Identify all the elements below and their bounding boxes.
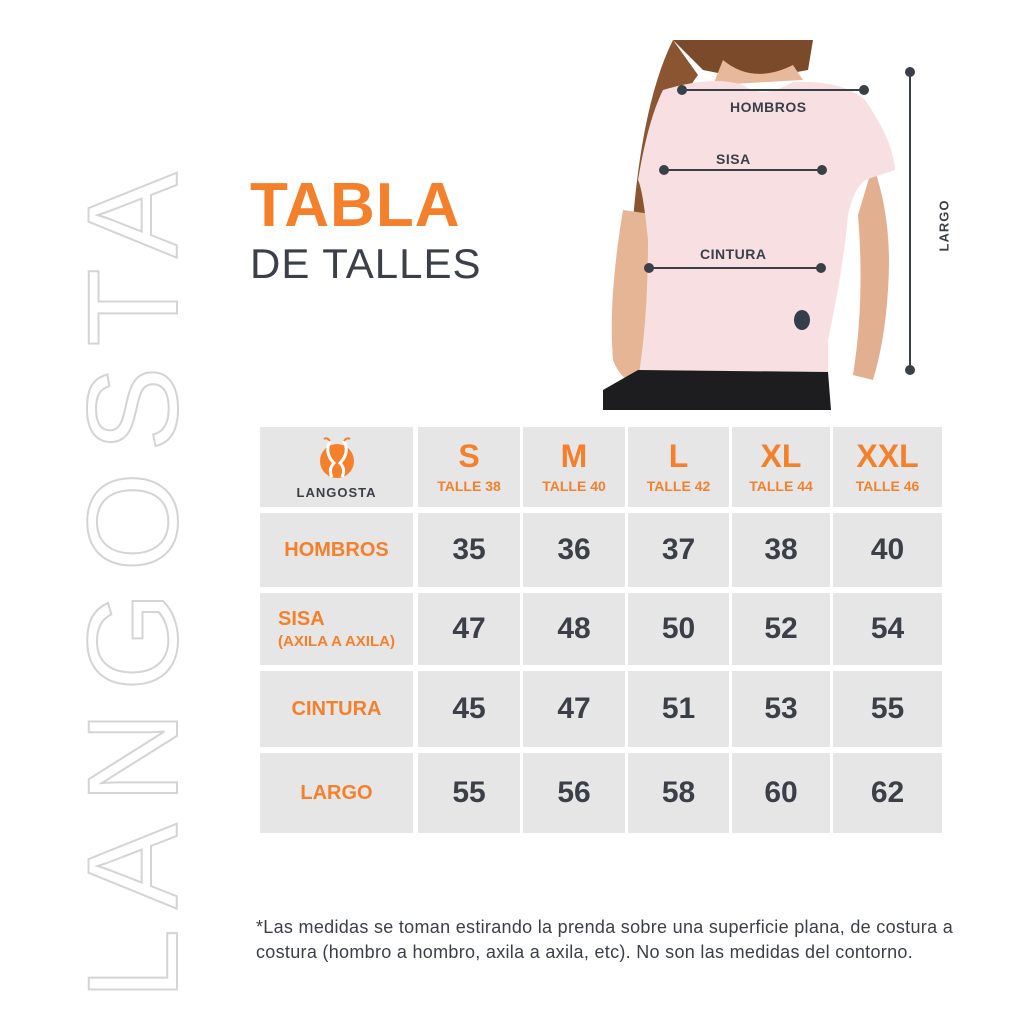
size-letter: L	[668, 438, 689, 474]
row-label: SISA	[278, 608, 325, 630]
size-talle: TALLE 46	[855, 478, 920, 494]
size-header	[523, 427, 625, 507]
cell-value: 53	[764, 692, 798, 725]
cell-value: 47	[557, 692, 591, 725]
size-letter: XXL	[856, 438, 919, 474]
size-letter: XL	[760, 438, 802, 474]
cell-value: 60	[764, 776, 798, 809]
cell-value: 47	[452, 612, 486, 645]
size-letter: M	[560, 438, 588, 474]
row-label-cell	[260, 671, 413, 747]
cell-value: 50	[661, 612, 696, 645]
size-talle: TALLE 44	[749, 478, 813, 494]
cell-value: 55	[452, 776, 486, 809]
title-sub: DE TALLES	[250, 240, 482, 287]
table-cell	[833, 513, 942, 587]
cell-value: 62	[870, 776, 905, 809]
row-label-cell	[260, 593, 413, 665]
table-cell	[833, 593, 942, 665]
table-cell	[418, 671, 520, 747]
cell-value: 51	[661, 692, 696, 725]
table-cell	[628, 593, 729, 665]
cell-value: 58	[661, 776, 696, 809]
size-header	[833, 427, 942, 507]
logo-text: LANGOSTA	[296, 484, 377, 500]
table-cell	[523, 593, 625, 665]
model-tshirt-illustration	[603, 40, 933, 410]
label-hombros: HOMBROS	[730, 99, 807, 115]
page-title	[250, 171, 482, 287]
size-letter: S	[458, 438, 480, 474]
row-sublabel: (AXILA A AXILA)	[278, 633, 395, 650]
row-label-cell	[260, 513, 413, 587]
cell-value: 48	[557, 612, 591, 645]
table-cell	[732, 753, 830, 833]
cell-value: 56	[557, 776, 591, 809]
label-largo: LARGO	[936, 199, 952, 252]
langosta-logo-icon	[312, 435, 362, 479]
size-header	[628, 427, 729, 507]
table-cell	[418, 753, 520, 833]
table-cell	[732, 671, 830, 747]
cell-value: 45	[452, 692, 486, 725]
size-talle: TALLE 40	[542, 478, 606, 494]
brand-side-wordmark: LANGOSTA	[62, 152, 205, 1000]
cell-value: 40	[870, 533, 905, 566]
size-header	[418, 427, 520, 507]
table-cell	[628, 753, 729, 833]
cell-value: 55	[870, 692, 905, 725]
table-cell	[418, 513, 520, 587]
label-sisa: SISA	[716, 151, 751, 167]
row-label: CINTURA	[291, 697, 382, 720]
table-cell	[628, 513, 729, 587]
footnote: *Las medidas se toman estirando la prenda sobre una superficie plana, de costura a costura (hombro a hombro, axila a axila, etc). No son las medidas del contorno.	[256, 917, 954, 962]
table-cell	[523, 513, 625, 587]
table-cell	[732, 513, 830, 587]
size-talle: TALLE 38	[437, 478, 501, 494]
table-cell	[628, 671, 729, 747]
logo-cell	[260, 427, 413, 507]
row-label-cell	[260, 753, 413, 833]
table-cell	[833, 671, 942, 747]
title-main: TABLA	[250, 171, 461, 240]
table-cell	[418, 593, 520, 665]
label-cintura: CINTURA	[700, 246, 767, 262]
row-label: LARGO	[300, 781, 373, 804]
cell-value: 54	[870, 612, 905, 645]
cell-value: 36	[557, 533, 591, 566]
cell-value: 52	[764, 612, 798, 645]
table-cell	[732, 593, 830, 665]
cell-value: 35	[452, 533, 486, 566]
cell-value: 38	[764, 533, 798, 566]
table-cell	[833, 753, 942, 833]
row-label: HOMBROS	[284, 538, 389, 561]
table-cell	[523, 671, 625, 747]
table-cell	[523, 753, 625, 833]
size-header	[732, 427, 830, 507]
size-talle: TALLE 42	[646, 478, 711, 494]
cell-value: 37	[661, 533, 696, 566]
